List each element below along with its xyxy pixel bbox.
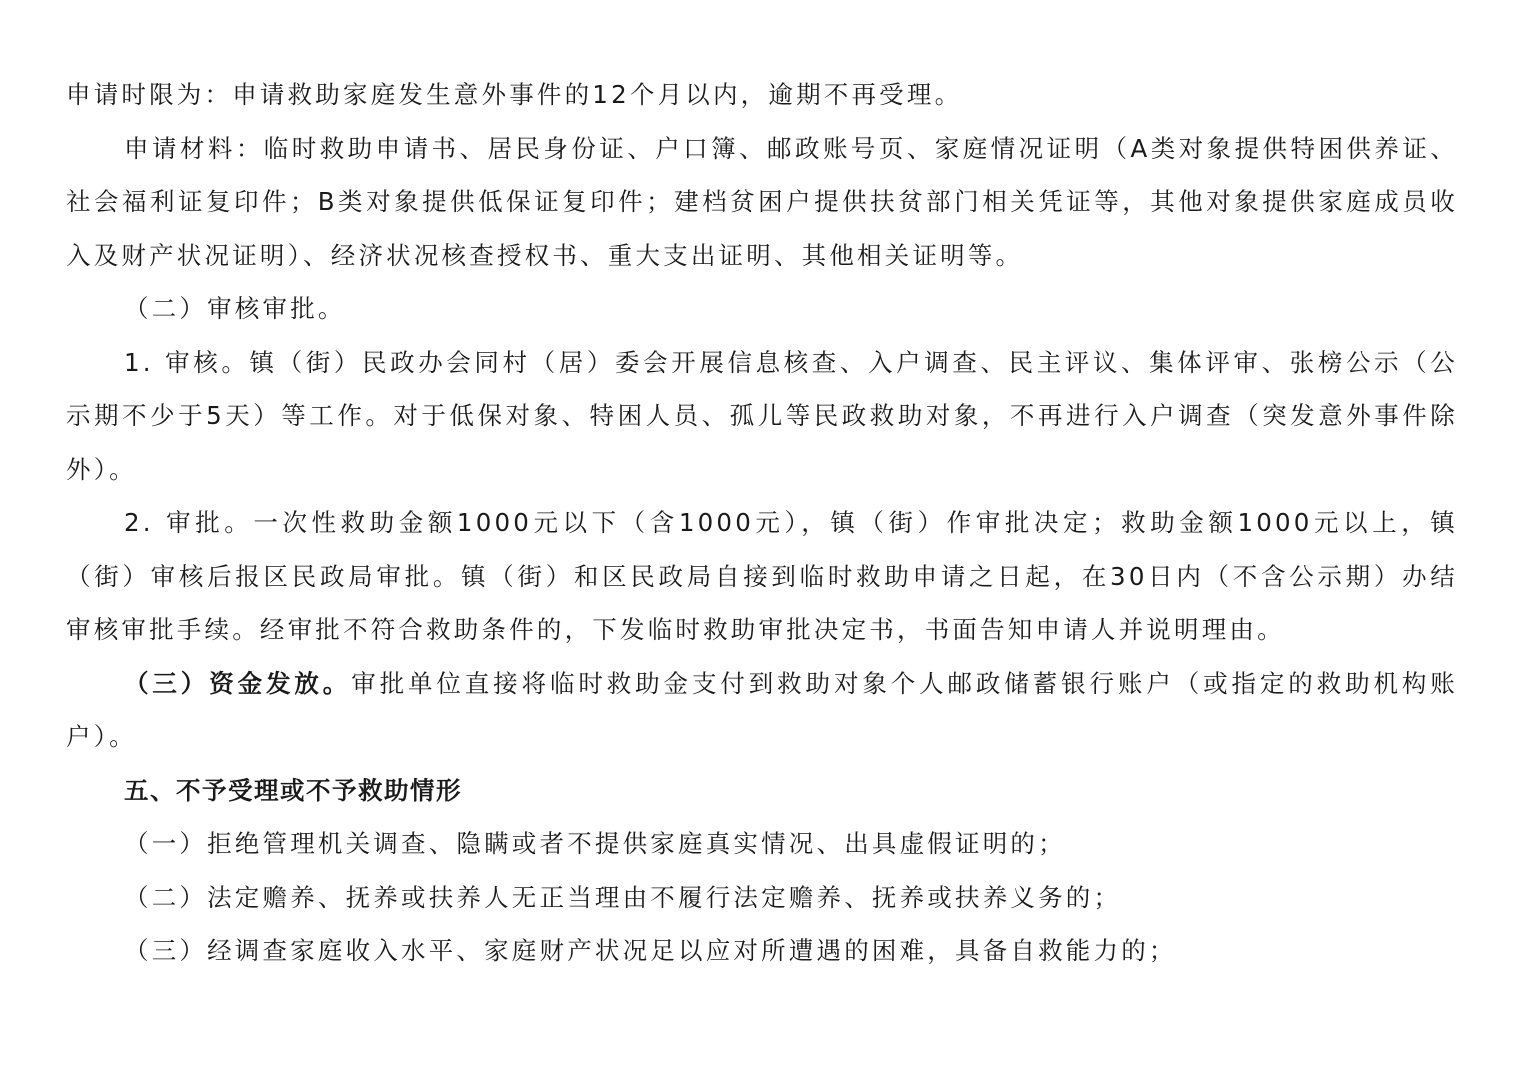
application-deadline-paragraph: 申请时限为：申请救助家庭发生意外事件的12个月以内，逾期不再受理。 [66,80,963,109]
document-page [66,68,1458,978]
review-paragraph: 1. 审核。镇（街）民政办会同村（居）委会开展信息核查、入户调查、民主评议、集体评审、张榜公示（公示期不少于5天）等工作。对于低保对象、特困人员、孤儿等民政救助对象，不再进行入户调查（突发意外事件除外）。 [66,347,1458,484]
review-approval-subheading: （二）审核审批。 [124,294,346,323]
fund-disbursement-lead: （三）资金发放。 [124,668,352,698]
exclusion-item: （二）法定赡养、抚养或扶养人无正当理由不履行法定赡养、抚养或扶养义务的； [124,882,1122,912]
application-materials-paragraph: 申请材料：临时救助申请书、居民身份证、户口簿、邮政账号页、家庭情况证明（A类对象提供特困供养证、社会福利证复印件；B类对象提供低保证复印件；建档贫困户提供扶贫部门相关凭证等，其他对象提供家庭成员收入及财产状况证明）、经济状况核查授权书、重大支出证明、其他相关证明等。 [66,133,1458,270]
approval-paragraph: 2. 审批。一次性救助金额1000元以下（含1000元），镇（街）作审批决定；救助金额1000元以上，镇（街）审核后报区民政局审批。镇（街）和区民政局自接到临时救助申请之日起，在30日内（不含公示期）办结审核审批手续。经审批不符合救助条件的，下发临时救助审批决定书，书面告知申请人并说明理由。 [66,508,1458,644]
exclusion-item: （三）经调查家庭收入水平、家庭财产状况足以应对所遭遇的困难，具备自救能力的； [124,936,1177,965]
section-five-heading: 五、不予受理或不予救助情形 [124,775,462,805]
exclusion-item: （一）拒绝管理机关调查、隐瞒或者不提供家庭真实情况、出具虚假证明的； [124,829,1066,858]
fund-disbursement-text: 审批单位直接将临时救助金支付到救助对象个人邮政储蓄银行账户（或指定的救助机构账户）。 [66,668,1458,751]
fund-disbursement-paragraph [66,657,1458,764]
